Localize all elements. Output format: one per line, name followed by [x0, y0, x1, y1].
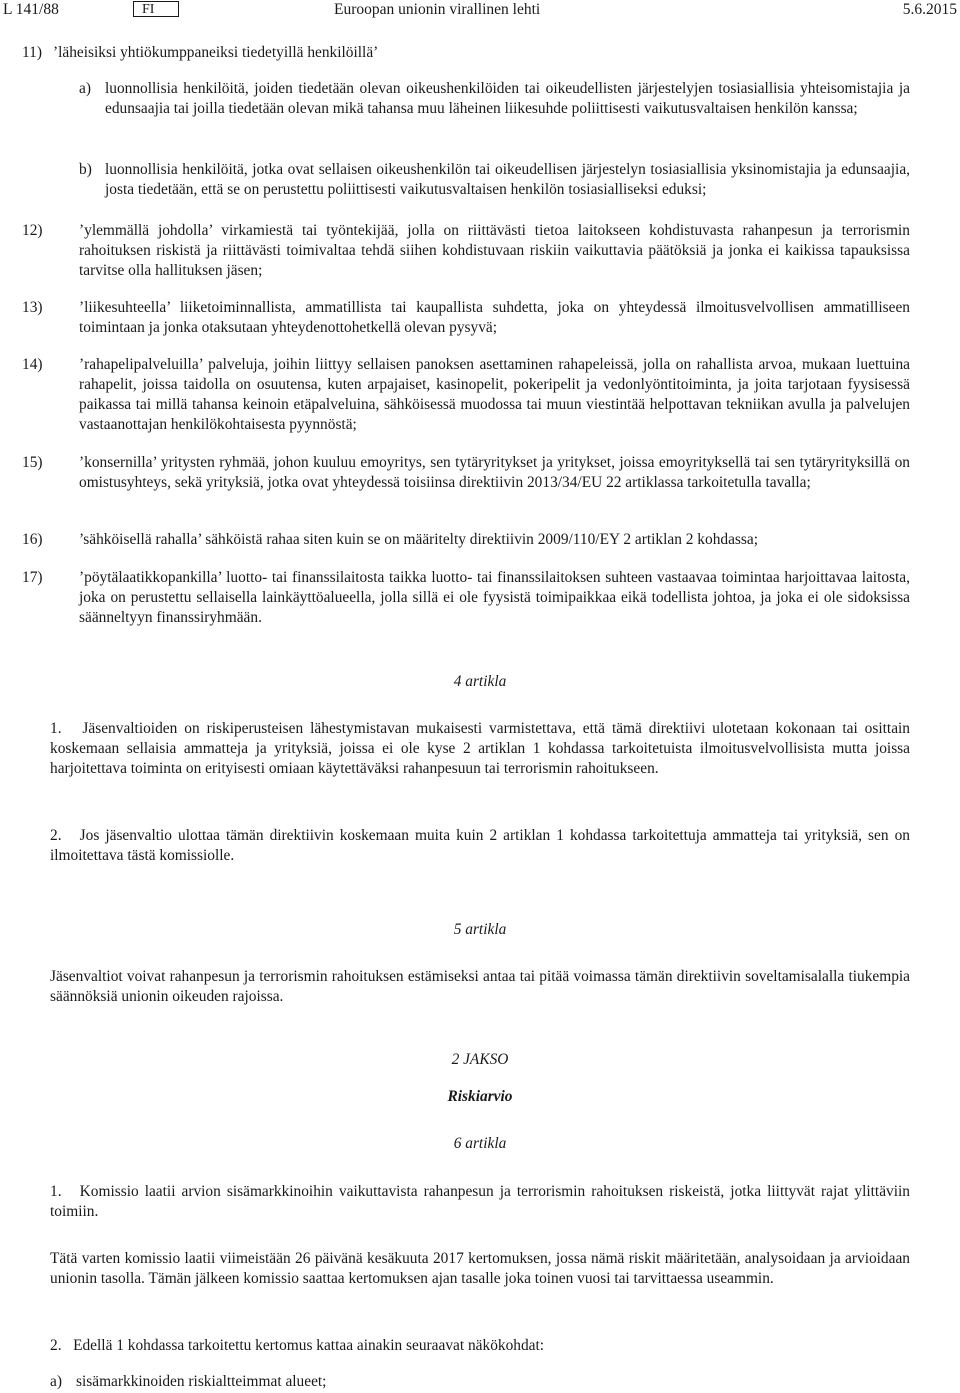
article-heading: 5 artikla [453, 921, 507, 938]
article-paragraph: 1. Jäsenvaltioiden on riskiperusteisen lähestymistavan mukaisesti varmistettava, että tämä direktiivi ulotetaan kokonaan tai osittain koskemaan sellaisia ammatteja ja yrityksiä, joissa ei ole kyse 2 artiklan 1 kohdassa tarkoitetuista ilmoitusvelvollisista mutta joissa harjoitettava toiminta on erityisesti omiaan käytettäväksi rahanpesuun tai terrorismin rahoitukseen. [50, 720, 914, 777]
article-item-text: sisämarkkinoiden riskialtteimmat alueet; [76, 1373, 327, 1390]
item-label: b) [79, 161, 92, 178]
page-reference: L 141/88 [3, 1, 59, 18]
definition-number: 12) [22, 222, 43, 239]
definition-text: ’sähköisellä rahalla’ sähköistä rahaa siten kuin se on määritelty direktiivin 2009/110/EY 2 artiklan 2 kohdassa; [79, 531, 759, 548]
definition-item-text: luonnollisia henkilöitä, jotka ovat sellaisen oikeushenkilön tai oikeudellisen järjestelyn tosiasiallisia yksinomistajia ja edunsaajia, josta tiedetään, että se on perustettu poliittisesti vaikutusvaltaisen henkilön tosiasialliseksi eduksi; [105, 161, 910, 198]
section-number: 2 JAKSO [451, 1051, 509, 1068]
section-title: Riskiarvio [447, 1088, 513, 1105]
language-box: FI [133, 1, 179, 17]
article-paragraph: 2. Jos jäsenvaltio ulottaa tämän direktiivin koskemaan muita kuin 2 artiklan 1 kohdassa tarkoitettuja ammatteja tai yrityksiä, sen on ilmoitettava tästä komissiolle. [50, 827, 914, 864]
definition-text: ’liikesuhteella’ liiketoiminnallista, ammatillista tai kaupallista suhdetta, joka on yhteydessä ilmoitusvelvollisen ammatilliseen toimintaan ja jonka otaksutaan yhteydenottohetkellä olevan pysyvä; [79, 299, 910, 336]
definition-number: 16) [22, 531, 43, 548]
page-header [0, 0, 960, 20]
definition-text: ’konsernilla’ yritysten ryhmää, johon kuuluu emoyritys, sen tytäryritykset ja yritykset, joissa emoyrityksellä tai sen tytäryrityksillä on omistusyhteys, sekä yrityksiä, jotka ovat yhteydessä toisiinsa direktiivin 2013/34/EU 22 artiklassa tarkoitetulla tavalla; [79, 454, 910, 491]
article-paragraph: Jäsenvaltiot voivat rahanpesun ja terrorismin rahoituksen estämiseksi antaa tai pitää voimassa tämän direktiivin soveltamisalalla tiukempia säännöksiä unionin oikeuden rajoissa. [50, 968, 910, 1005]
definition-text: ’ylemmällä johdolla’ virkamiestä tai työntekijää, jolla on riittävästi tietoa laitokseen kohdistuvasta rahanpesun ja terrorismin rahoituksen riskistä ja riittävästi toimivaltaa tehdä siihen kohdistuvaan riskiin vaikuttavia päätöksiä ja jonka ei kaikissa tapauksissa tarvitse olla hallituksen jäsen; [79, 222, 910, 279]
publication-date: 5.6.2015 [902, 1, 957, 18]
item-label: a) [50, 1373, 62, 1390]
definition-number: 11) [22, 44, 42, 61]
article-paragraph: Tätä varten komissio laatii viimeistään 26 päivänä kesäkuuta 2017 kertomuksen, jossa nämä riskit määritetään, analysoidaan ja arvioidaan unionin tasolla. Tämän jälkeen komissio saattaa kertomuksen ajan tasalle joka toinen vuosi tai tarvittaessa useammin. [50, 1250, 910, 1287]
definition-number: 17) [22, 569, 43, 586]
definition-number: 13) [22, 299, 43, 316]
definition-item-text: luonnollisia henkilöitä, joiden tiedetään olevan oikeushenkilöiden tai oikeudellisten järjestelyjen tosiasiallisia yhteisomistajia ja edunsaajia tai joilla tiedetään olevan mikä tahansa muu läheinen liikesuhde poliittisesti vaikutusvaltaisen henkilön kanssa; [105, 80, 910, 117]
article-paragraph: 1. Komissio laatii arvion sisämarkkinoihin vaikuttavista rahanpesun ja terrorismin rahoituksen riskeistä, jotka liittyvät rajat ylittäviin toimiin. [50, 1183, 914, 1220]
definition-number: 14) [22, 356, 43, 373]
journal-title: Euroopan unionin virallinen lehti [334, 1, 541, 18]
article-heading: 4 artikla [453, 673, 507, 690]
article-paragraph: 2. Edellä 1 kohdassa tarkoitettu kertomus kattaa ainakin seuraavat näkökohdat: [50, 1337, 545, 1354]
definition-text: ’rahapelipalveluilla’ palveluja, joihin liittyy sellaisen panoksen asettaminen rahapeleissä, jolla on rahallista arvoa, mukaan luettuina rahapelit, joissa taidolla on osuutensa, kuten arpajaiset, kasinopelit, pokeripelit ja vedonlyöntitoiminta, ja joita tarjotaan fyysisessä paikassa tai millä tahansa keinoin etäpalveluina, sähköisessä muodossa tai muun viestintää helpottavan tekniikan avulla ja palvelujen vastaanottajan henkilökohtaisesta pyynnöstä; [79, 356, 910, 433]
definition-text: ’pöytälaatikkopankilla’ luotto- tai finanssilaitosta taikka luotto- tai finanssilaitoksen suhteen vastaavaa toimintaa harjoittavaa laitosta, joka on perustettu sellaisella lainkäyttöalueella, jolla sillä ei ole fyysistä toimipaikkaa eikä todellista johtoa, ja joka ei ole sidoksissa säänneltyyn finanssiryhmään. [79, 569, 910, 626]
definition-number: 15) [22, 454, 43, 471]
definition-title: ’läheisiksi yhtiökumppaneiksi tiedetyillä henkilöillä’ [53, 44, 379, 61]
article-heading: 6 artikla [453, 1135, 507, 1152]
item-label: a) [79, 80, 91, 97]
